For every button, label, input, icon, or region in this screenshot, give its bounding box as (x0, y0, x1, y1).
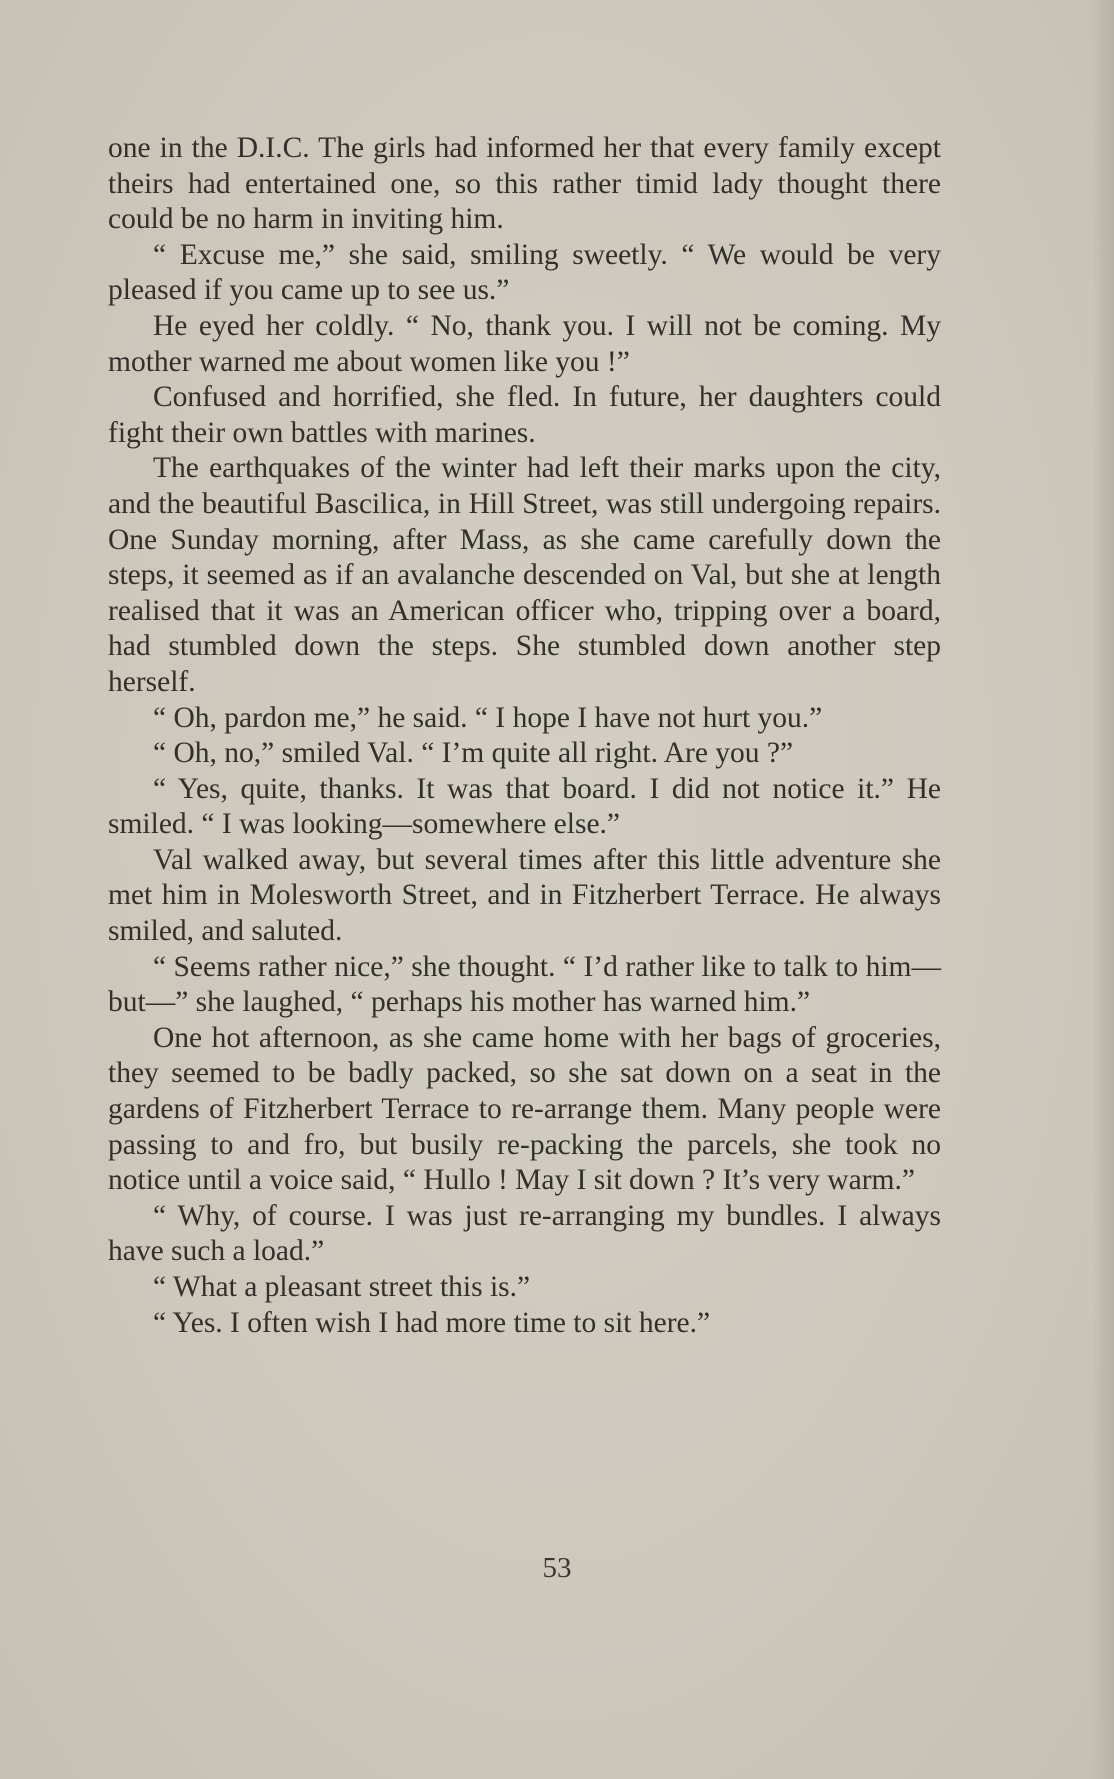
paragraph: Confused and horrified, she fled. In future, her daughters could fight their own battles with marines. (108, 381, 941, 449)
paragraph: “ Excuse me,” she said, smiling sweetly. “ We would be very pleased if you came up to see us.” (108, 238, 941, 307)
paragraph: “ Yes. I often wish I had more time to sit here.” (153, 1306, 711, 1339)
paragraph: one in the D.I.C. The girls had informed her that every family except theirs had entertained one, so this rather timid lady thought there could be no harm in inviting him. (108, 132, 941, 236)
body-text (108, 131, 941, 1341)
paragraph: One hot afternoon, as she came home with her bags of groceries, they seemed to be badly packed, so she sat down on a seat in the gardens of Fitzherbert Terrace to re-arrange them. Many people were passing to and fro, but busily re-packing the parcels, she took no notice until a voice said, “ Hullo ! May I sit down ? It’s very warm.” (108, 1021, 941, 1197)
paragraph: “ Why, of course. I was just re-arranging my bundles. I always have such a load.” (108, 1199, 941, 1268)
paragraph: Val walked away, but several times after this little adventure she met him in Molesworth Street, and in Fitzherbert Terrace. He always smiled, and saluted. (108, 843, 941, 948)
page-edge-shadow (1092, 0, 1114, 1779)
paragraph: “ Seems rather nice,” she thought. “ I’d rather like to talk to him—but—” she laughed, “ perhaps his mother has warned him.” (108, 950, 941, 1019)
paragraph: “ Yes, quite, thanks. It was that board. I did not notice it.” He smiled. “ I was looking—somewhere else.” (108, 772, 941, 841)
paragraph: The earthquakes of the winter had left their marks upon the city, and the beautiful Bascilica, in Hill Street, was still undergoing repairs. One Sunday morning, after Mass, as she came carefully down the steps, it seemed as if an avalanche descended on Val, but she at length realised that it was an American officer who, tripping over a board, had stumbled down the steps. She stumbled down another step herself. (108, 452, 941, 698)
paragraph: “ Oh, no,” smiled Val. “ I’m quite all right. Are you ?” (153, 737, 794, 770)
paragraph: “ What a pleasant street this is.” (153, 1271, 531, 1303)
paragraph: He eyed her coldly. “ No, thank you. I will not be coming. My mother warned me about women like you !” (108, 309, 941, 378)
page-number: 53 (542, 1552, 572, 1584)
paragraph: “ Oh, pardon me,” he said. “ I hope I have not hurt you.” (153, 701, 823, 734)
